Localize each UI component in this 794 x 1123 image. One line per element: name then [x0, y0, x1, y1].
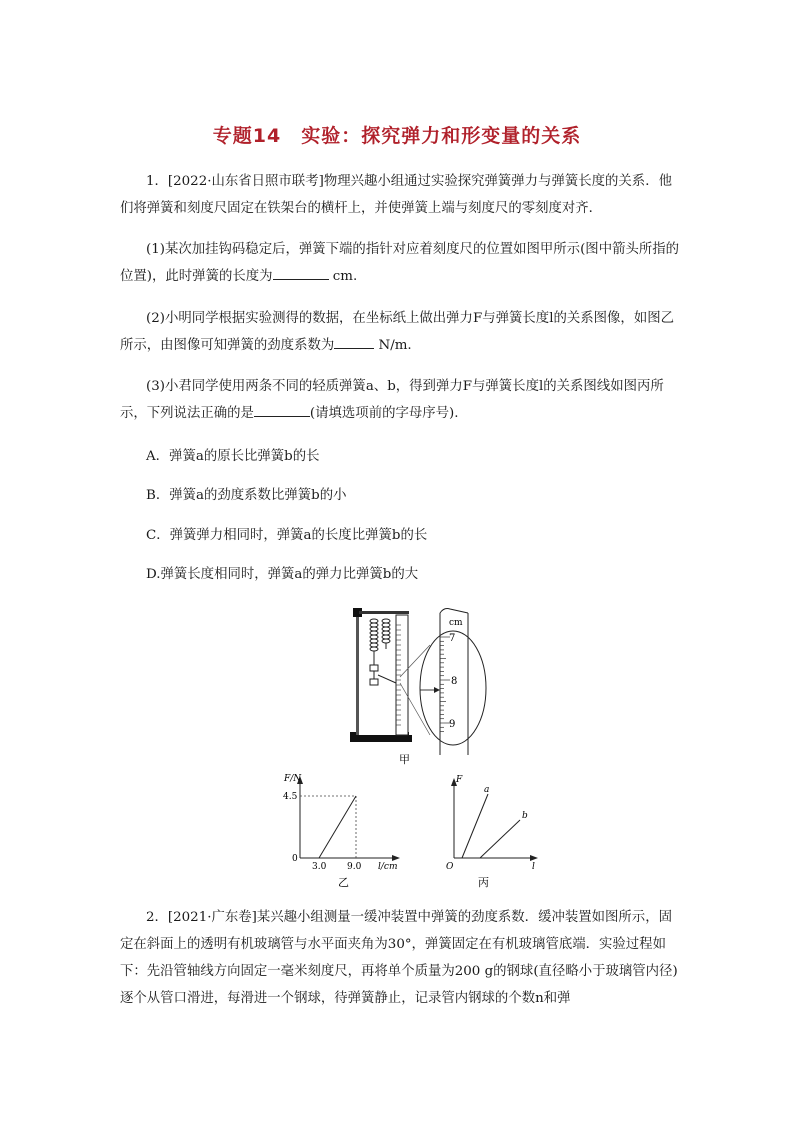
part-2-text: (2)小明同学根据实验测得的数据，在坐标纸上做出弹力F与弹簧长度l的关系图像，如图乙所示，由图像可知弹簧的劲度系数为: [120, 311, 674, 353]
stand-rod: [356, 609, 359, 735]
question-1-intro: 1．[2022·山东省日照市联考]物理兴趣小组通过实验探究弹簧弹力与弹簧长度的关系．他们将弹簧和刻度尺固定在铁架台的横杆上，并使弹簧上端与刻度尺的零刻度对齐．: [120, 174, 672, 216]
caption-bing: 丙: [478, 876, 489, 889]
tick-label-7: 7: [449, 633, 456, 644]
part-1-text: (1)某次加挂钩码稳定后，弹簧下端的指针对应着刻度尺的位置如图甲所示(图中箭头所指的位置)，此时弹簧的长度为: [120, 242, 680, 284]
ruler-ticks: [396, 625, 401, 725]
part-2-unit: N/m.: [374, 338, 412, 353]
option-a: A．弹簧a的原长比弹簧b的长: [146, 449, 320, 464]
magnified-ruler-top: [440, 609, 468, 614]
figure-jia: [340, 605, 500, 765]
figure-yi: [282, 768, 412, 890]
caption-jia: 甲: [399, 753, 410, 765]
option-b: B．弹簧a的劲度系数比弹簧b的小: [146, 488, 347, 503]
stand-foot-left: [350, 732, 356, 742]
spring: [370, 619, 390, 665]
question-1-part-1: [120, 236, 680, 290]
y-tick-4-5: 4.5: [283, 792, 298, 802]
data-line: [319, 796, 356, 858]
line-a: [462, 794, 488, 858]
pointer: [378, 675, 396, 683]
line-b: [480, 820, 520, 858]
weight-2: [370, 679, 378, 685]
page-title: 专题14 实验：探究弹力和形变量的关系: [212, 125, 582, 147]
x-tick-9-0: 9.0: [347, 862, 362, 872]
option-c: C．弹簧弹力相同时，弹簧a的长度比弹簧b的长: [146, 528, 428, 543]
answer-blank-1[interactable]: [273, 267, 329, 280]
magnified-ticks: [440, 637, 450, 732]
figure-bing: [438, 768, 548, 890]
x-axis-arrow-icon: [530, 855, 538, 861]
part-1-unit: cm.: [328, 269, 358, 284]
option-d: D.弹簧长度相同时，弹簧a的弹力比弹簧b的大: [146, 567, 419, 582]
arrow-icon: [434, 687, 440, 693]
unit-label: cm: [449, 618, 463, 628]
question-1-part-2: [120, 305, 680, 359]
answer-blank-3[interactable]: [254, 404, 310, 417]
caption-yi: 乙: [338, 876, 349, 889]
part-3-text: (3)小君同学使用两条不同的轻质弹簧a、b，得到弹力F与弹簧长度l的关系图线如图丙所示，下列说法正确的是: [120, 379, 664, 421]
tick-label-8: 8: [451, 676, 458, 687]
y-axis-label: F: [456, 775, 463, 785]
origin-label: O: [446, 862, 454, 872]
crossbar: [359, 611, 409, 614]
tick-label-9: 9: [449, 719, 456, 730]
x-axis-label: l/cm: [378, 862, 398, 872]
x-axis-arrow-icon: [392, 855, 400, 861]
line-label-a: a: [484, 785, 490, 795]
line-label-b: b: [522, 811, 528, 821]
question-2-text: 2．[2021·广东卷]某兴趣小组测量一缓冲装置中弹簧的劲度系数．缓冲装置如图所示，固定在斜面上的透明有机玻璃管与水平面夹角为30°，弹簧固定在有机玻璃管底端．实验过程如下：先沿管轴线方向固定一毫米刻度尺，再将单个质量为200 g的钢球(直径略小于玻璃管内径)逐个从管口滑进，每滑进一个钢球，待弹簧静止，记录管内钢球的个数n和弹: [120, 910, 678, 1006]
x-axis-label: l: [532, 862, 535, 872]
y-axis-label: F/N: [284, 774, 302, 784]
part-3-note: (请填选项前的字母序号).: [309, 406, 459, 421]
x-tick-3-0: 3.0: [312, 862, 327, 872]
answer-blank-2[interactable]: [334, 336, 374, 349]
origin-label: 0: [292, 854, 298, 864]
question-1-part-3: [120, 373, 680, 427]
weight-1: [370, 665, 378, 671]
